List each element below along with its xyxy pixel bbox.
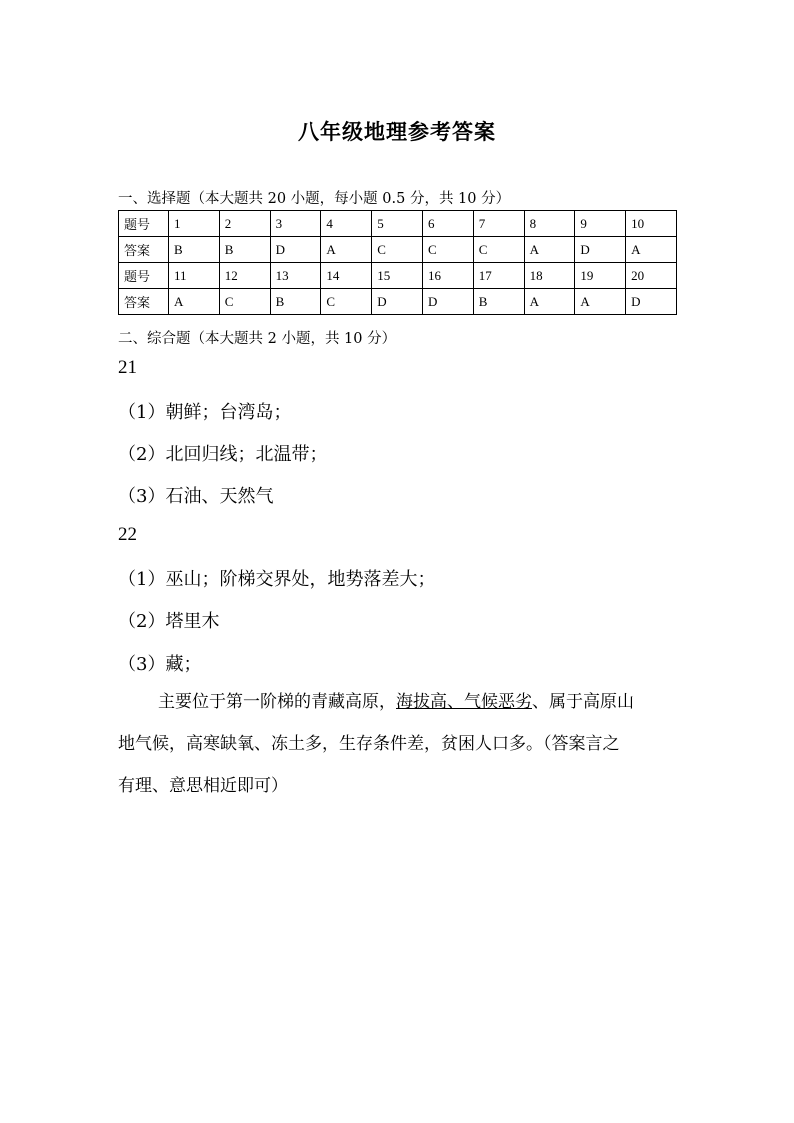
table-cell: A [626,237,677,263]
table-cell: 11 [169,263,220,289]
table-cell: 20 [626,263,677,289]
table-cell: 18 [524,263,575,289]
explanation-text: 、属于高原山 [532,692,634,712]
table-cell: C [219,289,270,315]
explanation-text: 主要位于第一阶梯的青藏高原， [158,692,396,712]
q22-answer-2: （2）塔里木 [118,611,220,632]
table-cell: 2 [219,211,270,237]
q22-explanation-line-2: 地气候，高寒缺氧、冻土多，生存条件差，贫困人口多。（答案言之 [118,734,620,754]
q22-answer-1: （1）巫山；阶梯交界处，地势落差大； [118,569,436,590]
row-label: 题号 [119,263,169,289]
table-cell: B [270,289,321,315]
answer-table [118,210,677,315]
table-cell: 10 [626,211,677,237]
table-cell: D [626,289,677,315]
table-cell: 14 [321,263,372,289]
explanation-underlined: 海拔高、气候恶劣 [396,692,532,712]
table-cell: 9 [575,211,626,237]
table-cell: C [473,237,524,263]
table-cell: B [169,237,220,263]
row-label: 答案 [119,237,169,263]
table-cell: 19 [575,263,626,289]
q21-answer-3: （3）石油、天然气 [118,486,274,507]
table-row [119,263,677,289]
table-row [119,237,677,263]
table-cell: C [321,289,372,315]
section2-heading: 二、综合题（本大题共 2 小题，共 10 分） [118,331,397,347]
table-cell: B [473,289,524,315]
table-cell: 7 [473,211,524,237]
table-cell: D [422,289,473,315]
table-cell: C [422,237,473,263]
table-cell: A [524,289,575,315]
table-cell: D [270,237,321,263]
section1-heading: 一、选择题（本大题共 20 小题，每小题 0.5 分，共 10 分） [118,191,511,207]
row-label: 题号 [119,211,169,237]
table-cell: 12 [219,263,270,289]
q21-answer-1: （1）朝鲜；台湾岛； [118,402,292,423]
table-cell: 16 [422,263,473,289]
table-cell: 6 [422,211,473,237]
table-cell: 15 [372,263,423,289]
table-cell: 5 [372,211,423,237]
table-cell: D [372,289,423,315]
table-cell: D [575,237,626,263]
page-title: 八年级地理参考答案 [298,119,496,144]
q21-answer-2: （2）北回归线；北温带； [118,444,328,465]
table-row [119,289,677,315]
table-cell: 4 [321,211,372,237]
table-cell: B [219,237,270,263]
table-cell: A [321,237,372,263]
table-cell: A [169,289,220,315]
q22-answer-3: （3）藏； [118,654,202,675]
table-cell: 1 [169,211,220,237]
table-row [119,211,677,237]
table-cell: 3 [270,211,321,237]
table-cell: A [524,237,575,263]
q22-explanation-line-3: 有理、意思相近即可） [118,776,288,796]
table-cell: C [372,237,423,263]
row-label: 答案 [119,289,169,315]
table-cell: A [575,289,626,315]
table-cell: 8 [524,211,575,237]
table-cell: 13 [270,263,321,289]
question-22-number: 22 [118,524,137,545]
question-21-number: 21 [118,357,137,378]
q22-explanation-line-1 [118,681,678,723]
table-cell: 17 [473,263,524,289]
